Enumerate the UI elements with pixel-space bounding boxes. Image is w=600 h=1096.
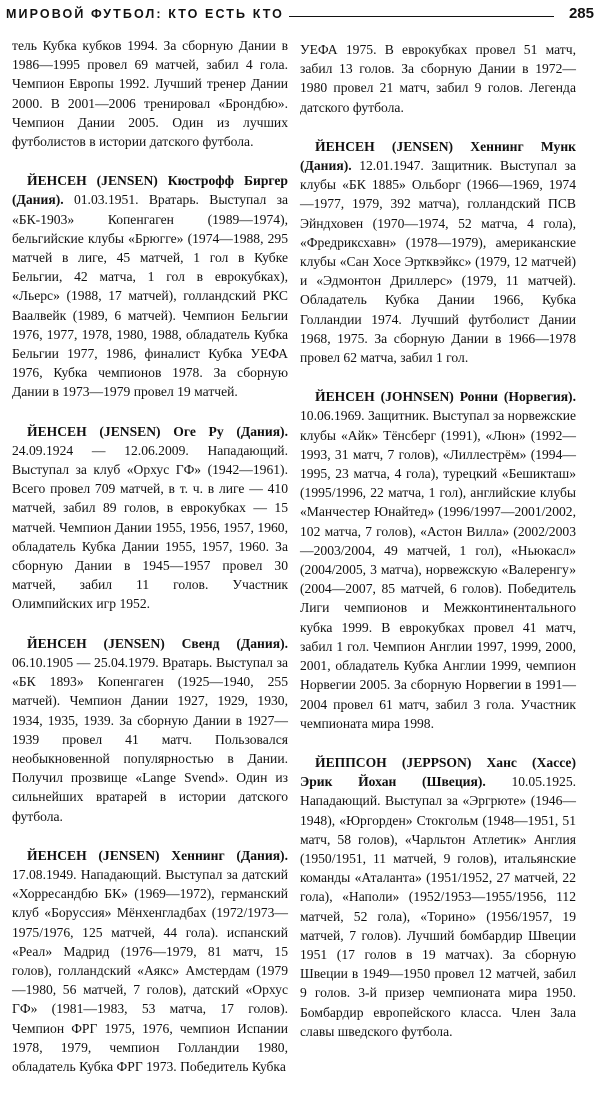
entry-text: тель Кубка кубков 1994. За сборную Дании в 1986—1995 провел 69 матчей, забил 4 гола. Чемпион Европы 1992. Лучший тренер Дании 2000. В 2001—2006 тренировал «Брондбю». Чемпион Дании 2005. Один из лучших футболистов в истории датского футбола. bbox=[12, 38, 288, 150]
entry-text: УЕФА 1975. В еврокубках провел 51 матч, забил 13 голов. За сборную Дании в 1972—1980 провел 21 матч, забил 9 голов. Легенда датского футбола. bbox=[300, 42, 576, 115]
running-head bbox=[6, 6, 594, 26]
right-column bbox=[300, 40, 576, 1061]
entry-name: ЙЕНСЕН (JENSEN) Хеннинг Мунк (Дания). bbox=[300, 138, 576, 174]
biography-entry bbox=[12, 634, 288, 826]
header-rule bbox=[289, 16, 554, 17]
entry-text: 12.01.1947. Защитник. Выступал за клубы «БК 1885» Ольборг (1966—1969, 1974—1977, 1979, 392 матча), голландский ПСВ Эйндховен (1970—1974, 52 матча, 4 гола), «Фредриксхавн» (1978—1979), американские клубы «Сан Хосе Эртквэйкс» (1979, 12 матчей) и «Эдмонтон Дриллерс» (1979, 11 матчей). Обладатель Кубка Дании 1966, Кубка Голландии 1974. Лучший футболист Дании 1968, 1975. За сборную Дании в 1966—1978 провел 62 матча, забил 1 гол. bbox=[300, 158, 576, 366]
left-column bbox=[12, 36, 288, 1096]
continued-entry bbox=[300, 40, 576, 117]
entry-text: 06.10.1905 — 25.04.1979. Вратарь. Выступал за «БК 1893» Копенгаген (1925—1940, 255 матчей). Чемпион Дании 1927, 1929, 1930, 1934, 1935, 1939. За сборную Дании в 1927—1939 провел 41 матч. Пользовался необыкновенной популярностью в Дании. Получил прозвище «Lange Svend». Один из сильнейших вратарей в истории датского футбола. bbox=[12, 654, 288, 824]
entry-text: 24.09.1924 — 12.06.2009. Нападающий. Выступал за клуб «Орхус ГФ» (1942—1961). Всего провел 709 матчей, в т. ч. в лиге — 410 матчей, забил 89 голов, в еврокубках — 15 матчей. Чемпион Дании 1955, 1956, 1957, 1960, обладатель Кубка Дании 1955, 1957, 1960. За сборную Дании в 1945—1957 провел 30 матчей, забил 11 голов. Участник Олимпийских игр 1952. bbox=[12, 442, 288, 612]
biography-entry bbox=[300, 387, 576, 733]
page-number: 285 bbox=[568, 5, 594, 22]
entry-text: 10.05.1925. Нападающий. Выступал за «Эргрюте» (1946—1948), «Юргорден» Стокгольм (1948—1951, 51 матч, 58 голов), «Чарльтон Атлетик» Англия (1950/1951, 11 матчей, 9 голов), итальянские команды «Аталанта» (1951/1952, 27 матчей, 22 гола), «Наполи» (1952/1953—1955/1956, 112 матчей, 52 гола), «Торино» (1956/1957, 19 матчей, 7 голов). Лучший бомбардир Швеции 1951 (17 голов в 19 матчах). За сборную Швеции в 1949—1950 провел 12 матчей, забил 9 голов. 3-й призер чемпионата мира 1950. Бомбардир европейского класса. Член Зала славы шведского футбола. bbox=[300, 774, 577, 1039]
entry-name: ЙЕНСЕН (JENSEN) Кюстрофф Биргер (Дания). bbox=[12, 173, 288, 208]
biography-entry bbox=[12, 171, 288, 401]
running-title: МИРОВОЙ ФУТБОЛ: КТО ЕСТЬ КТО bbox=[6, 7, 284, 21]
entry-name: ЙЕППСОН (JEPPSON) Ханс (Хассе) Эрик Йохан (Швеция). bbox=[300, 754, 576, 790]
entry-name: ЙЕНСЕН (JENSEN) Свенд (Дания). bbox=[27, 635, 288, 651]
entry-text: 10.06.1969. Защитник. Выступал за норвежские клубы «Айк» Тёнсберг (1991), «Люн» (1992—1993, 31 матч, 7 голов), «Лиллестрём» (1994—1995, 23 матча, 4 гола), турецкий «Бешикташ» (1995/1996, 22 матча, 1 гол), английские клубы «Манчестер Юнайтед» (1996/1997—2001/2002, 102 матча, 7 голов), «Астон Вилла» (2002/2003—2003/2004, 49 матчей, 1 гол), «Ньюкасл» (2004/2005, 3 матча), норвежскую «Валеренгу» (2004—2007, 85 матчей, 6 голов). Победитель Лиги чемпионов и Межконтинентального кубка 1999. В еврокубках провел 41 матч, забил 1 гол. Чемпион Англии 1997, 1999, 2000, 2001, обладатель Кубка Англии 1999, чемпион Норвегии 2005. За сборную Норвегии в 1991—2004 провел 61 матч, забил 3 гола. Участник чемпионата мира 1998. bbox=[300, 408, 576, 731]
biography-entry bbox=[300, 137, 576, 367]
entry-name: ЙЕНСЕН (JOHNSEN) Ронни (Норвегия). bbox=[315, 389, 576, 405]
biography-entry bbox=[12, 422, 288, 614]
continued-entry bbox=[12, 36, 288, 151]
biography-entry bbox=[12, 846, 288, 1076]
entry-text: 17.08.1949. Нападающий. Выступал за датский «Хорресандбю БК» (1969—1972), германский клуб «Боруссия» Мёнхенгладбах (1972/1973—1975/1976, 125 матчей, 44 гола). испанский «Реал» Мадрид (1976—1979, 81 матч, 15 голов), голландский «Аякс» Амстердам (1979—1980, 56 матчей, 7 голов), датский «Орхус ГФ» (1981—1983, 53 матча, 17 голов). Чемпион ФРГ 1975, 1976, чемпион Испании 1978, 1979, чемпион Голландии 1980, обладатель Кубка ФРГ 1973. Победитель Кубка bbox=[12, 866, 288, 1074]
entry-name: ЙЕНСЕН (JENSEN) Хеннинг (Дания). bbox=[27, 847, 288, 863]
entry-name: ЙЕНСЕН (JENSEN) Оге Ру (Дания). bbox=[27, 423, 288, 439]
biography-entry bbox=[300, 753, 576, 1041]
entry-text: 01.03.1951. Вратарь. Выступал за «БК-1903» Копенгаген (1989—1974), бельгийские клубы «Брюгге» (1974—1988, 295 матчей в лиге, 45 матчей, 1 гол в Кубке Бельгии, 42 матча, 1 гол в еврокубках), «Льерс» (1988, 17 матчей), голландский РКС Ваалвейк (1989, 6 матчей). Чемпион Бельгии 1976, 1977, 1978, 1980, 1988, обладатель Кубка Бельгии 1977, 1986, финалист Кубка УЕФА 1976, Кубка чемпионов 1978. За сборную Дании в 1973—1979 провел 19 матчей. bbox=[12, 192, 288, 400]
